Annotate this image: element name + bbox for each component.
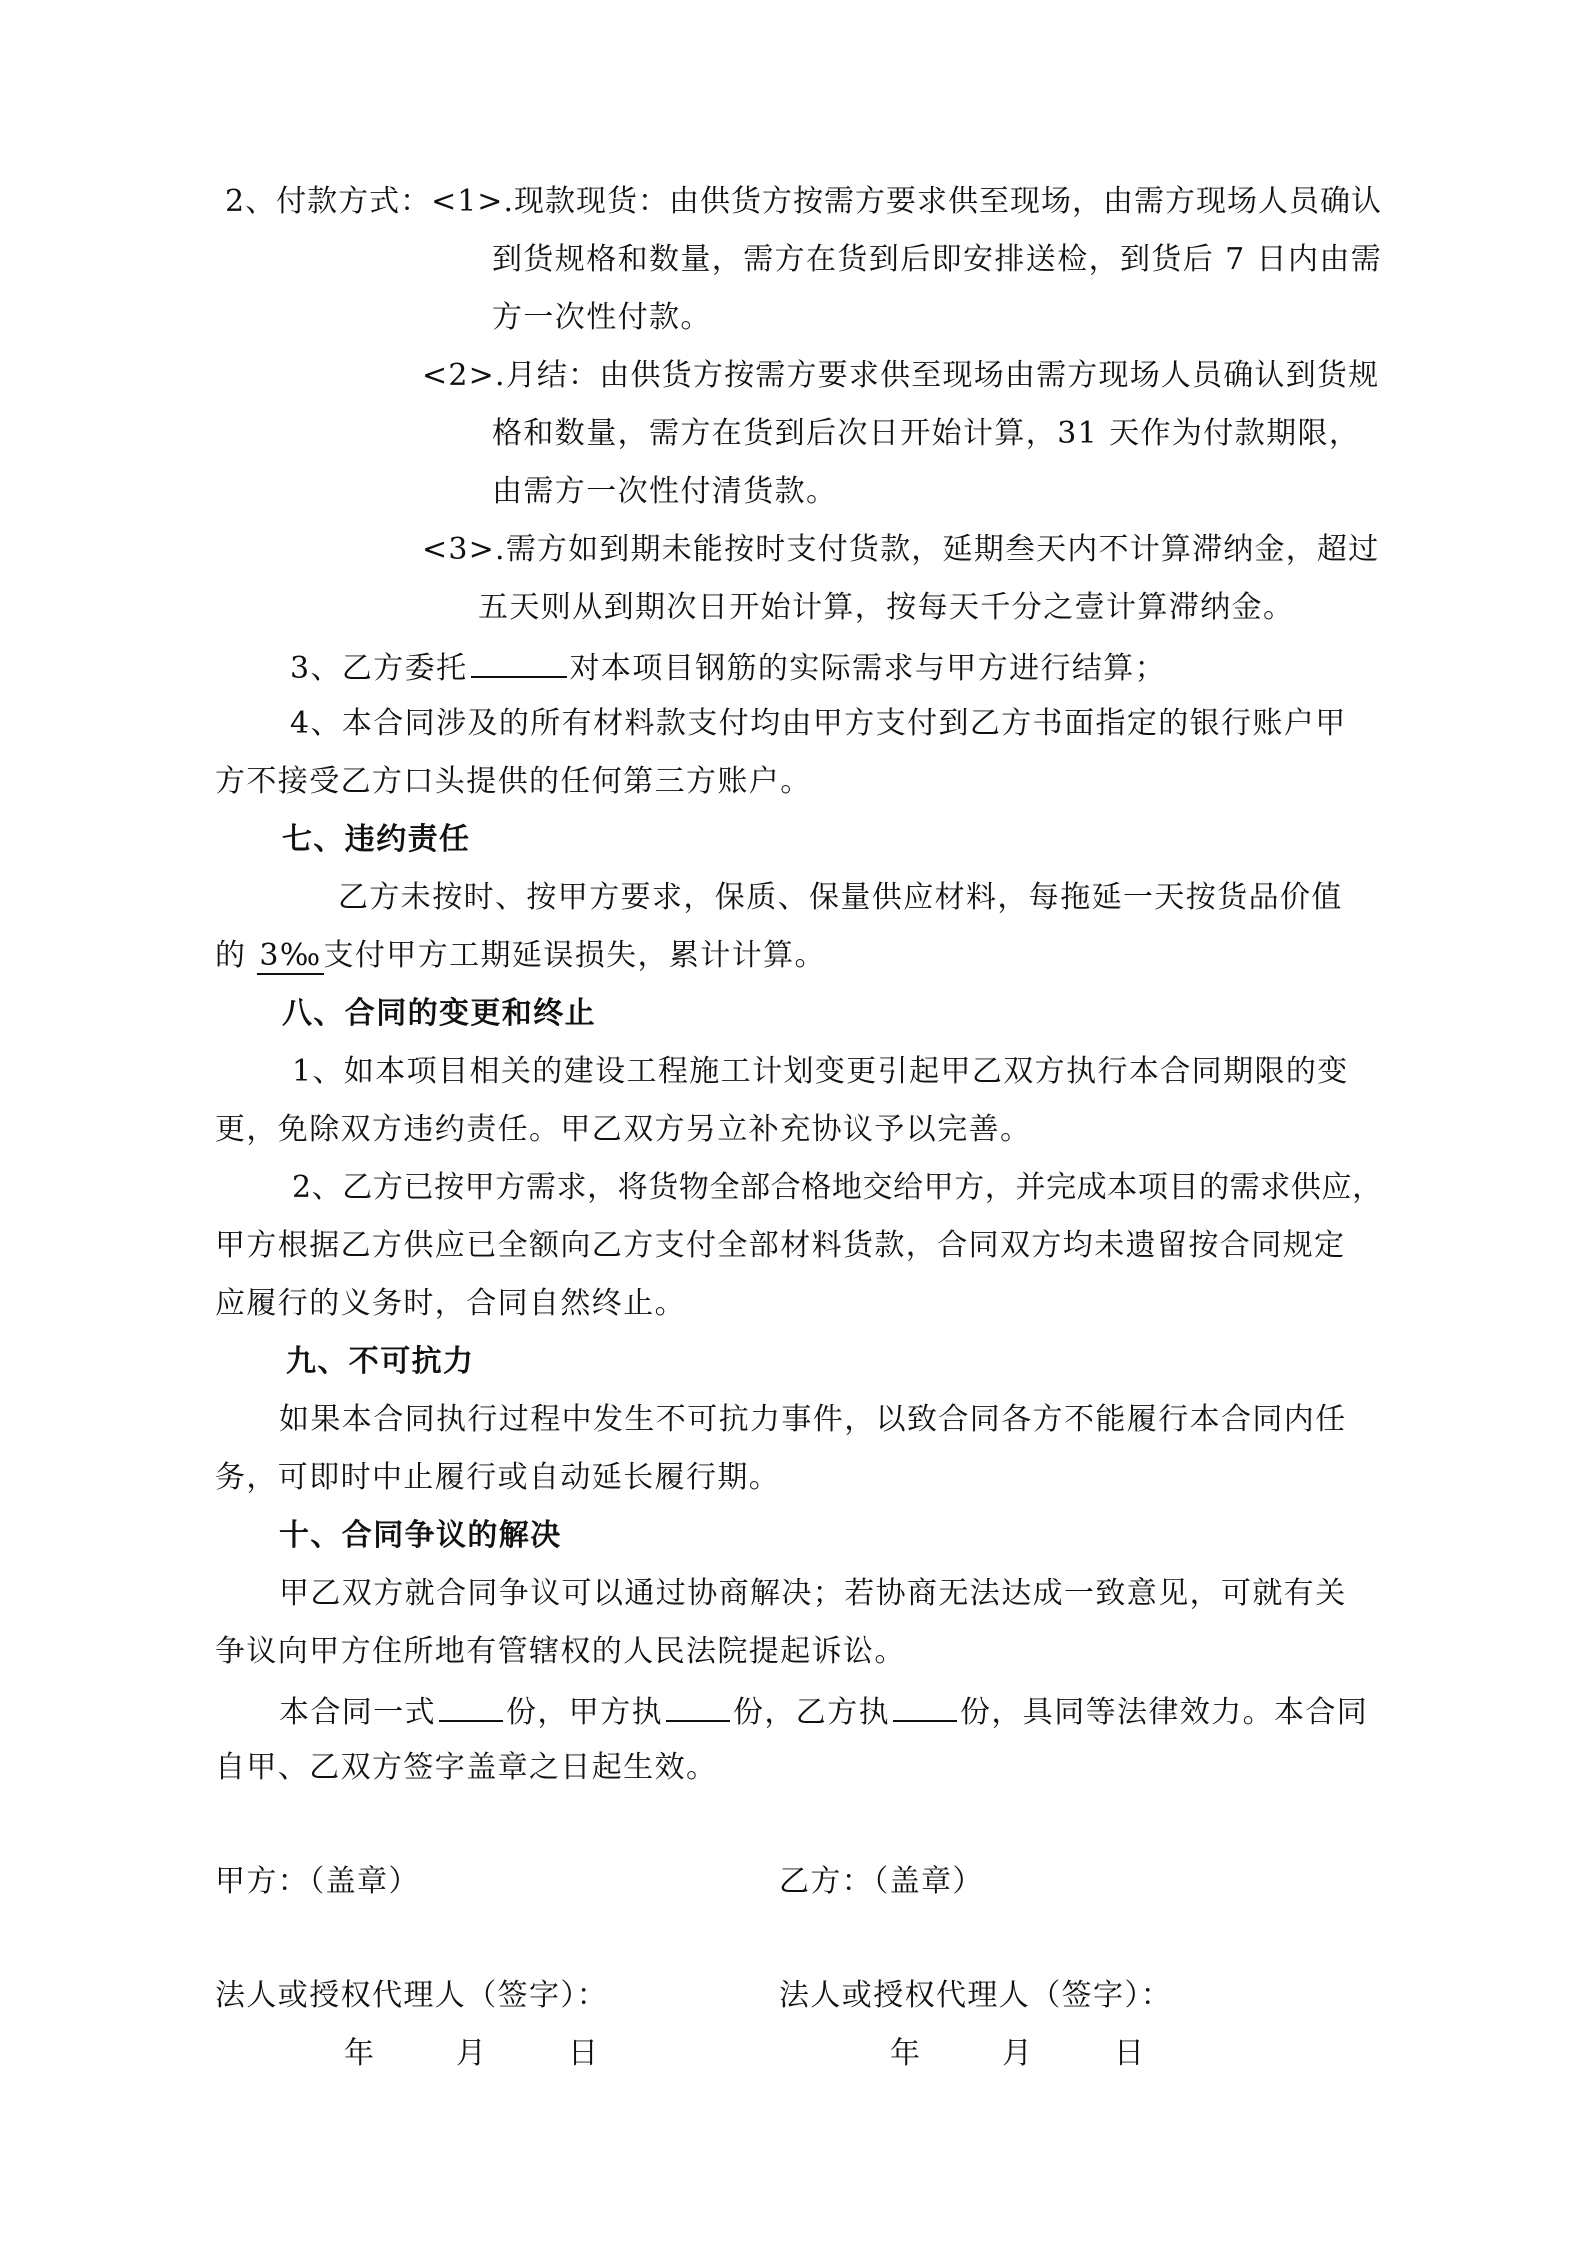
- section-8-p2-line-3: 应履行的义务时，合同自然终止。: [215, 1286, 686, 1321]
- item4-line-1: 4、本合同涉及的所有材料款支付均由甲方支付到乙方书面指定的银行账户甲: [290, 706, 1347, 741]
- payment-line-7: <3>.需方如到期未能按时支付货款，延期叁天内不计算滞纳金，超过: [422, 532, 1380, 567]
- section-7-line-2: [215, 936, 826, 976]
- copies-a: 本合同一式: [279, 1695, 436, 1730]
- party-a-year: 年: [344, 2036, 376, 2071]
- item3-blank: [471, 646, 567, 678]
- section-8-p1-line-1: 1、如本项目相关的建设工程施工计划变更引起甲乙双方执行本合同期限的变: [292, 1054, 1349, 1089]
- section-7-title: 七、违约责任: [282, 822, 471, 857]
- section-7-line-2-post: 支付甲方工期延误损失，累计计算。: [323, 938, 826, 973]
- payment-line-4: <2>.月结：由供货方按需方要求供至现场由需方现场人员确认到货规: [422, 358, 1380, 393]
- section-8-p2-line-2: 甲方根据乙方供应已全额向乙方支付全部材料货款，合同双方均未遗留按合同规定: [215, 1228, 1346, 1263]
- copies-a-blank: [666, 1690, 730, 1722]
- party-b-day: 日: [1114, 2036, 1146, 2071]
- copies-b-blank: [893, 1690, 957, 1722]
- party-a-seal: 甲方：（盖章）: [215, 1864, 420, 1899]
- penalty-rate: 3‰: [259, 938, 322, 973]
- party-b-seal: 乙方：（盖章）: [779, 1864, 984, 1899]
- payment-line-2: 到货规格和数量，需方在货到后即安排送检，到货后 7 日内由需: [492, 242, 1383, 277]
- section-8-p2-line-1: 2、乙方已按甲方需求，将货物全部合格地交给甲方，并完成本项目的需求供应，: [292, 1170, 1383, 1205]
- section-9-title: 九、不可抗力: [286, 1344, 475, 1379]
- section-10-title: 十、合同争议的解决: [279, 1518, 562, 1553]
- payment-line-8: 五天则从到期次日开始计算，按每天千分之壹计算滞纳金。: [478, 590, 1295, 625]
- party-b-month: 月: [1002, 2036, 1034, 2071]
- party-a-month: 月: [456, 2036, 488, 2071]
- payment-line-1: 2、付款方式：<1>.现款现货：由供货方按需方要求供至现场，由需方现场人员确认: [225, 184, 1382, 219]
- section-10-copies-line: [279, 1690, 1368, 1730]
- section-10-line-4: 自甲、乙双方签字盖章之日起生效。: [215, 1750, 718, 1785]
- party-b-representative: 法人或授权代理人（签字）：: [779, 1978, 1173, 2013]
- party-a-representative: 法人或授权代理人（签字）：: [215, 1978, 609, 2013]
- item3-line: [290, 646, 1166, 686]
- section-7-line-1: 乙方未按时、按甲方要求，保质、保量供应材料，每拖延一天按货品价值: [338, 880, 1343, 915]
- copies-total-blank: [439, 1690, 503, 1722]
- section-9-line-1: 如果本合同执行过程中发生不可抗力事件，以致合同各方不能履行本合同内任: [279, 1402, 1347, 1437]
- item4-line-2: 方不接受乙方口头提供的任何第三方账户。: [215, 764, 812, 799]
- payment-line-3: 方一次性付款。: [492, 300, 712, 335]
- item3-pre: 3、乙方委托: [290, 651, 468, 686]
- payment-line-6: 由需方一次性付清货款。: [492, 474, 838, 509]
- section-9-line-2: 务，可即时中止履行或自动延长履行期。: [215, 1460, 781, 1495]
- party-b-year: 年: [890, 2036, 922, 2071]
- section-8-p1-line-2: 更，免除双方违约责任。甲乙双方另立补充协议予以完善。: [215, 1112, 1032, 1147]
- copies-c: 份，乙方执: [733, 1695, 890, 1730]
- copies-d: 份，具同等法律效力。本合同: [960, 1695, 1369, 1730]
- item3-post: 对本项目钢筋的实际需求与甲方进行结算；: [569, 651, 1167, 686]
- section-10-line-1: 甲乙双方就合同争议可以通过协商解决；若协商无法达成一致意见，可就有关: [279, 1576, 1347, 1611]
- copies-b: 份，甲方执: [506, 1695, 663, 1730]
- section-8-title: 八、合同的变更和终止: [282, 996, 596, 1031]
- party-a-day: 日: [568, 2036, 600, 2071]
- section-10-line-2: 争议向甲方住所地有管辖权的人民法院提起诉讼。: [215, 1634, 906, 1669]
- payment-line-5: 格和数量，需方在货到后次日开始计算，31 天作为付款期限，: [492, 416, 1361, 451]
- section-7-line-2-pre: 的: [215, 938, 258, 973]
